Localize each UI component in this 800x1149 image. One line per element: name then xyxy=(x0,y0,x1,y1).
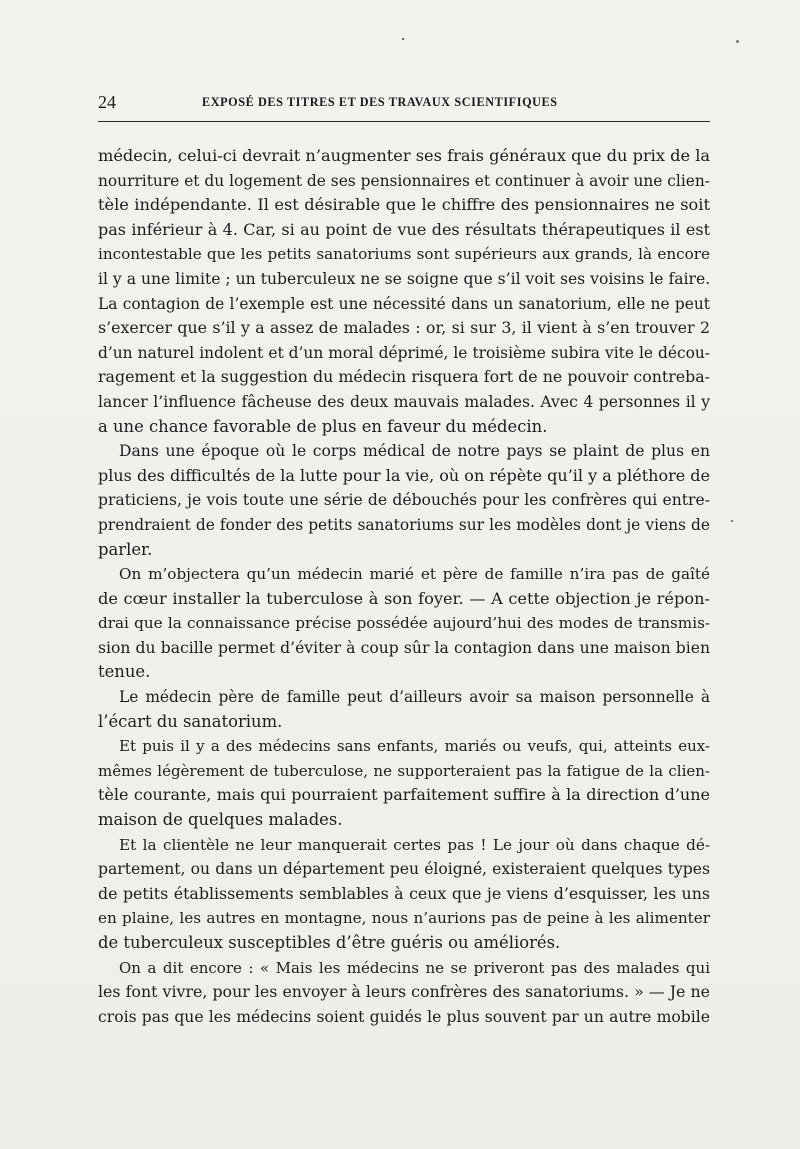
text-line: tèle courante, mais qui pourraient parfaitement suffire à la direction d’une xyxy=(98,785,710,805)
text-line: incontestable que les petits sanatoriums sont supérieurs aux grands, là encore xyxy=(98,245,710,264)
header-rule xyxy=(98,121,710,122)
text-line: les font vivre, pour les envoyer à leurs confrères des sanatoriums. » — Je ne xyxy=(98,982,710,1002)
text-line: crois pas que les médecins soient guidés le plus souvent par un autre mobile xyxy=(98,1007,710,1026)
text-line: de tuberculeux susceptibles d’être guéris ou améliorés. xyxy=(98,933,561,952)
print-speck xyxy=(736,40,739,43)
text-line: d’un naturel indolent et d’un moral déprimé, le troisième subira vite le décou- xyxy=(98,343,710,362)
text-line: tèle indépendante. Il est désirable que le chiffre des pensionnaires ne soit xyxy=(98,195,710,215)
text-line: nourriture et du logement de ses pensionnaires et continuer à avoir une clien- xyxy=(98,171,710,190)
running-title: EXPOSÉ DES TITRES ET DES TRAVAUX SCIENTIFIQUES xyxy=(202,95,558,109)
print-speck xyxy=(402,38,404,40)
text-line: en plaine, les autres en montagne, nous n’aurions pas de peine à les alimenter xyxy=(98,909,710,928)
text-line: Et la clientèle ne leur manquerait certes pas ! Le jour où dans chaque dé- xyxy=(119,835,710,854)
text-line: ragement et la suggestion du médecin risquera fort de ne pouvoir contreba- xyxy=(98,367,710,387)
text-line: sion du bacille permet d’éviter à coup sûr la contagion dans une maison bien xyxy=(98,638,710,657)
text-line: tenue. xyxy=(98,662,151,682)
text-line: mêmes légèrement de tuberculose, ne supporteraient pas la fatigue de la clien- xyxy=(98,761,710,780)
text-line: parler. xyxy=(98,539,153,559)
text-line: On a dit encore : « Mais les médecins ne se priveront pas des malades qui xyxy=(119,958,710,977)
text-line: médecin, celui-ci devrait n’augmenter ses frais généraux que du prix de la xyxy=(98,146,711,165)
text-line: partement, ou dans un département peu éloigné, existeraient quelques types xyxy=(98,860,710,879)
text-line: s’exercer que s’il y a assez de malades : or, si sur 3, il vient à s’en trouver 2 xyxy=(98,318,710,338)
text-line: On m’objectera qu’un médecin marié et père de famille n’ira pas de gaîté xyxy=(119,565,710,584)
text-line: l’écart du sanatorium. xyxy=(98,711,283,731)
page-number: 24 xyxy=(98,92,116,112)
text-line: prendraient de fonder des petits sanatoriums sur les modèles dont je viens de xyxy=(98,515,710,534)
text-line: a une chance favorable de plus en faveur du médecin. xyxy=(98,416,548,436)
text-line: lancer l’influence fâcheuse des deux mauvais malades. Avec 4 personnes il y xyxy=(98,392,710,411)
running-head xyxy=(98,92,710,112)
text-line: La contagion de l’exemple est une nécessité dans un sanatorium, elle ne peut xyxy=(98,294,710,313)
body-text xyxy=(98,144,710,1029)
text-line: Et puis il y a des médecins sans enfants, mariés ou veufs, qui, atteints eux- xyxy=(119,737,710,756)
text-line: de petits établissements semblables à ceux que je viens d’esquisser, les uns xyxy=(98,883,710,903)
text-line: plus des difficultés de la lutte pour la vie, où on répète qu’il y a pléthore de xyxy=(98,465,710,485)
print-speck xyxy=(731,520,733,522)
text-line: praticiens, je vois toute une série de débouchés pour les confrères qui entre- xyxy=(98,491,710,510)
text-line: il y a une limite ; un tuberculeux ne se soigne que s’il voit ses voisins le faire. xyxy=(98,269,711,288)
text-line: Le médecin père de famille peut d’ailleurs avoir sa maison personnelle à xyxy=(119,688,710,707)
text-line: Dans une époque où le corps médical de notre pays se plaint de plus en xyxy=(119,442,710,461)
text-line: de cœur installer la tuberculose à son foyer. — A cette objection je répon- xyxy=(98,588,710,608)
text-line: drai que la connaissance précise possédée aujourd’hui des modes de transmis- xyxy=(98,614,710,633)
text-line: pas inférieur à 4. Car, si au point de vue des résultats thérapeutiques il est xyxy=(98,219,710,239)
text-line: maison de quelques malades. xyxy=(98,810,343,830)
